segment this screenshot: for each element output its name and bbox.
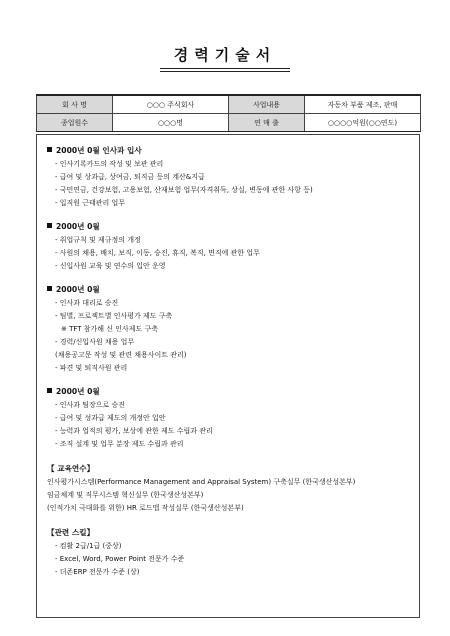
list-item: - 신입사원 교육 및 연수의 입안 운영 (55, 262, 166, 270)
company-info-row-2 (37, 114, 421, 132)
list-item: - 조직 설계 및 업무 분장 제도 수립과 관리 (55, 440, 184, 448)
document-title: 경력기술서 (173, 46, 277, 64)
section-title: 2000년 0월 (47, 386, 100, 397)
list-item: - 사원의 채용, 배치, 보직, 이동, 승진, 휴직, 복직, 면직에 관한 업무 (55, 249, 260, 257)
company-info-row-1 (37, 95, 421, 114)
skills-title: 【관련 스킬】 (47, 528, 95, 537)
list-item: - 인사기록카드의 작성 및 보관 관리 (55, 160, 164, 168)
employees-value: ○○○명 (113, 114, 229, 132)
training-item: 임금체계 및 직무시스템 혁신실무 (한국생산성본부) (47, 491, 204, 499)
list-item: - 경력/신입사원 채용 업무 (55, 338, 135, 346)
section-title: 2000년 0월 인사과 입사 (47, 145, 142, 156)
list-item: - 국민연금, 건강보험, 고용보험, 산재보험 업무(자격취득, 상실, 변동에 관한 사항 등) (55, 186, 313, 194)
square-bullet-icon (47, 388, 52, 393)
list-item: - 급여 및 성과급 제도의 개정안 입안 (55, 414, 166, 422)
company-name-label: 회 사 명 (37, 95, 113, 114)
company-info-table (36, 94, 421, 132)
company-name-value: ○○○ 주식회사 (113, 95, 229, 114)
skill-item: - Excel, Word, Power Point 전문가 수준 (55, 555, 185, 563)
list-note: ※ TFT 참가해 신 인사제도 구축 (61, 325, 159, 333)
list-item: - 팀별, 프로젝트별 인사평가 제도 구축 (55, 312, 173, 320)
business-label: 사업내용 (229, 95, 305, 114)
business-value: 자동차 부품 제조, 판매 (305, 95, 421, 114)
training-title: 【 교육연수】 (47, 464, 95, 473)
list-item: - 파견 및 퇴직사원 관리 (55, 364, 128, 372)
revenue-label: 연 매 출 (229, 114, 305, 132)
list-item: - 인사과 팀장으로 승진 (55, 401, 126, 409)
square-bullet-icon (47, 147, 52, 152)
section-title: 2000년 0월 (47, 284, 100, 295)
career-content-box (36, 134, 420, 618)
skill-item: - 더존ERP 전문가 수준 (상) (55, 568, 140, 576)
employees-label: 종업원수 (37, 114, 113, 132)
training-item: (인적가치 극대화를 위한) HR 로드맵 작성실무 (한국생산성본부) (47, 504, 244, 512)
section-title: 2000년 0월 (47, 221, 100, 232)
list-item: (채용공고문 작성 및 관련 채용사이트 관리) (55, 351, 187, 359)
list-item: - 능력과 업적의 평가, 보상에 관한 제도 수립과 관리 (55, 427, 213, 435)
list-item: - 취업규칙 및 제규정의 개정 (55, 236, 141, 244)
revenue-value: ○○○○억원(○○연도) (305, 114, 421, 132)
list-item: - 급여 및 상과급, 상여금, 퇴직금 등의 계산&지급 (55, 173, 205, 181)
list-item: - 입직원 근태관리 업무 (55, 199, 126, 207)
square-bullet-icon (47, 286, 52, 291)
skill-item: - 컴활 2급/1급 (중상) (55, 542, 122, 550)
training-item: 인사평가시스템(Performance Management and Appraisal System) 구축실무 (한국생산성본부) (47, 478, 356, 486)
list-item: - 인사과 대리로 승진 (55, 299, 119, 307)
square-bullet-icon (47, 223, 52, 228)
title-underline (160, 68, 290, 69)
title-underline-2 (160, 71, 290, 72)
